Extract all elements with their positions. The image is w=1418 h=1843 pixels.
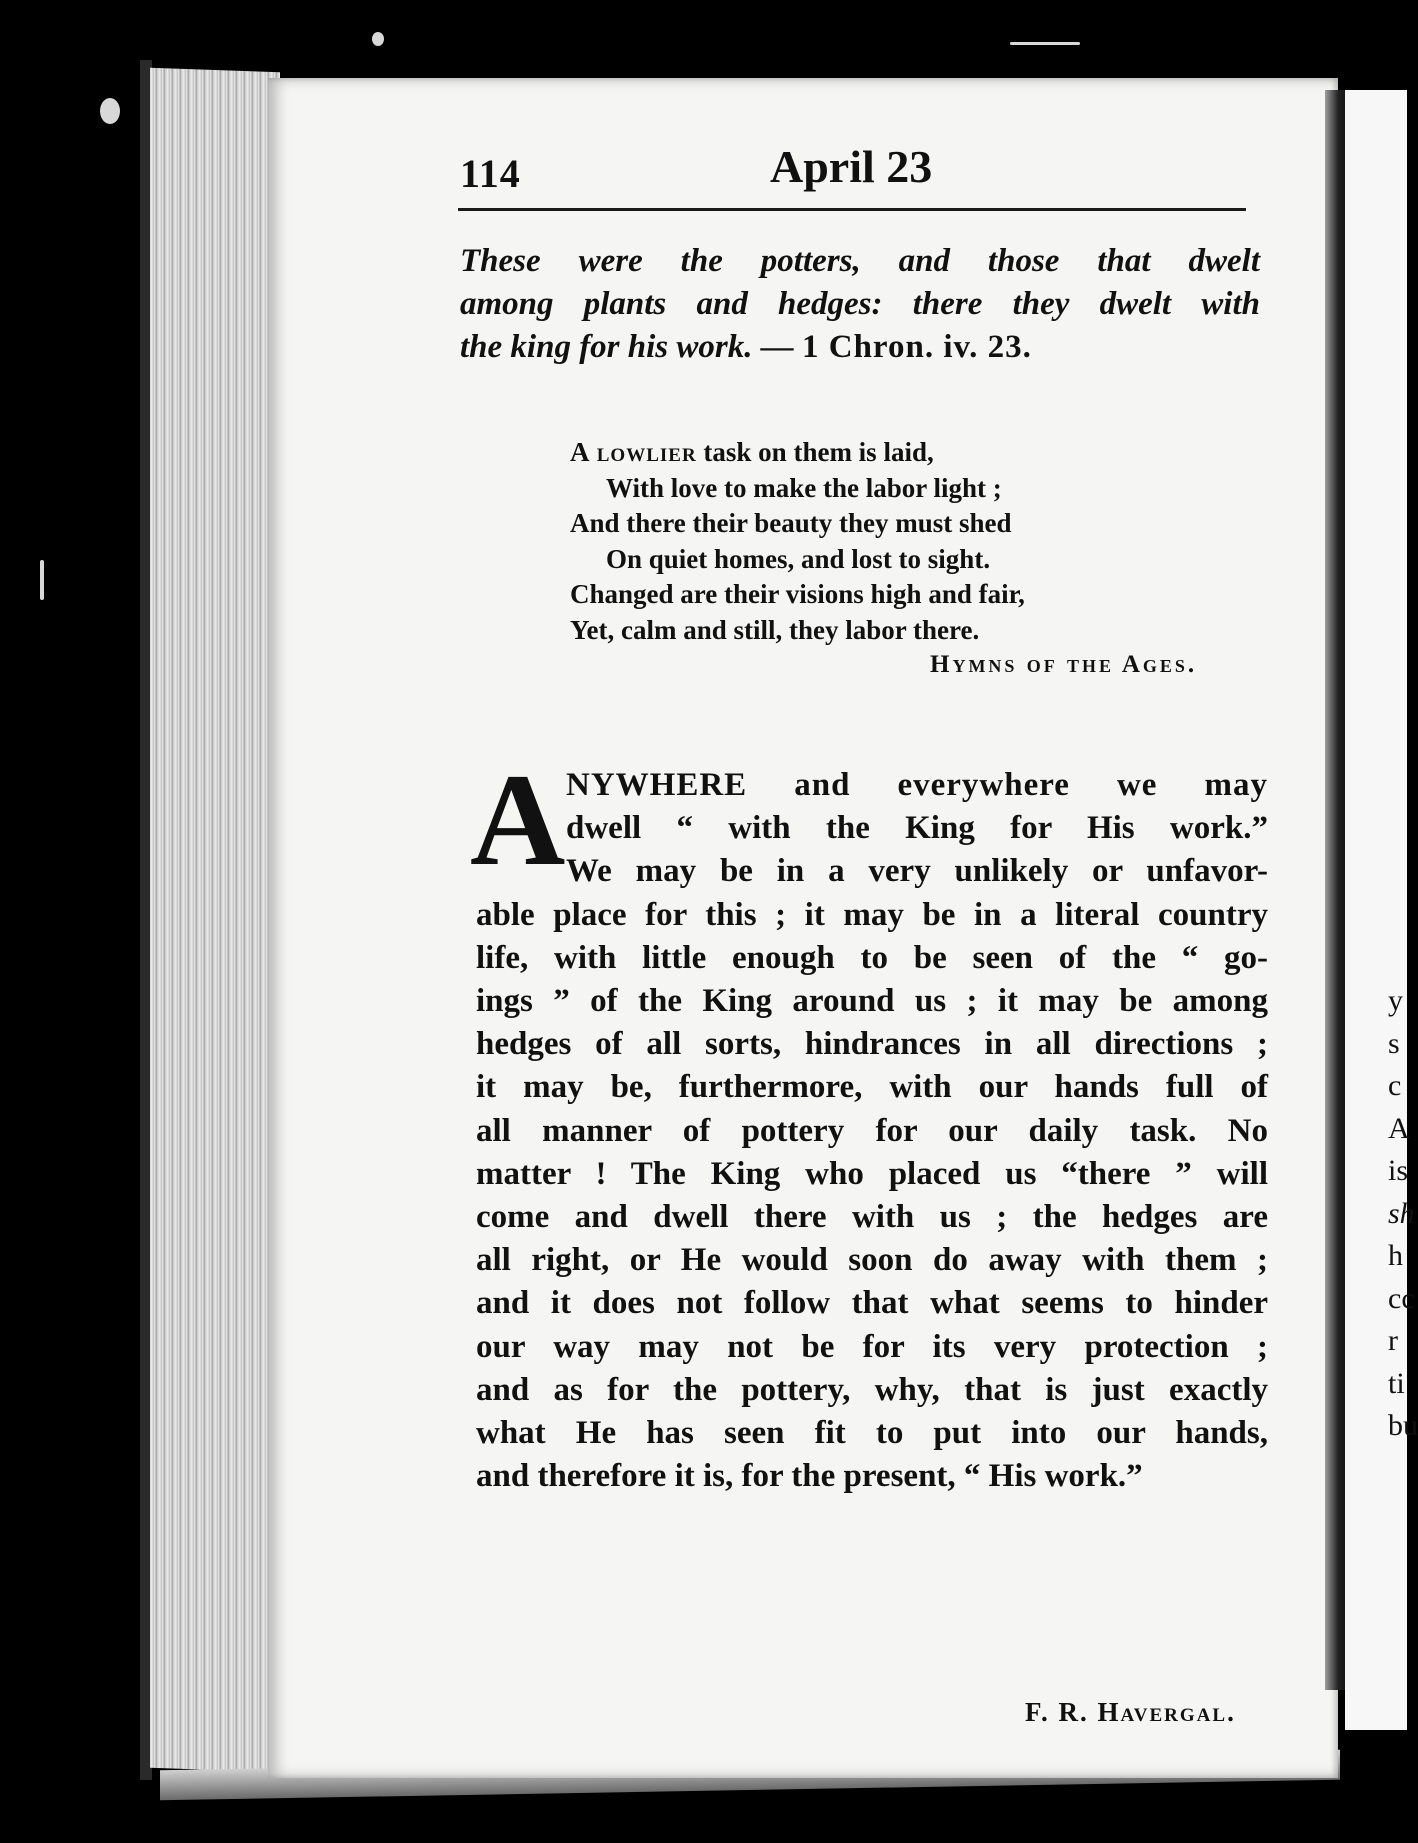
prose-attribution [1025, 1697, 1236, 1728]
prose-line: our way may not be for its very protection ; [476, 1328, 1268, 1365]
scripture-reference: 1 Chron. iv. 23. [802, 329, 1032, 365]
page-edges [150, 68, 280, 1773]
prose-line: hedges of all sorts, hindrances in all directions ; [476, 1026, 1268, 1063]
scripture-verse [460, 240, 1260, 369]
poem-line: Changed are their visions high and fair, [570, 579, 1025, 609]
next-page-fragment: is [1388, 1154, 1409, 1187]
page-date-heading: April 23 [770, 141, 933, 192]
scripture-line: among plants and hedges: there they dwelt with [460, 286, 1260, 322]
scripture-line: These were the potters, and those that dwelt [460, 243, 1260, 279]
next-page-sliver [1345, 90, 1418, 1730]
poem [570, 435, 1025, 648]
prose-line: and as for the pottery, why, that is just exactly [476, 1371, 1268, 1408]
prose-line: We may be in a very unlikely or unfavor- [566, 853, 1268, 890]
next-page-fragment: h [1388, 1239, 1403, 1272]
poem-attribution: Hymns of the Ages. [930, 651, 1198, 678]
poem-line: With love to make the labor light ; [606, 472, 1002, 503]
prose-line: what He has seen fit to put into our hands, [476, 1415, 1268, 1452]
next-page-fragment: r [1388, 1324, 1398, 1357]
next-page-fragment: bu [1388, 1409, 1418, 1442]
next-page-fragment: sh [1388, 1196, 1415, 1230]
prose-line: ings ” of the King around us ; it may be among [476, 983, 1268, 1020]
poem-first-line-rest: task on them is laid, [696, 437, 934, 467]
poem-line: Yet, calm and still, they labor there. [570, 614, 980, 645]
next-page-fragment: c [1388, 1069, 1402, 1102]
next-page-fragment: cc [1388, 1281, 1415, 1315]
poem-first-word: A lowlier [570, 437, 697, 467]
prose-line: it may be, furthermore, with our hands full of [476, 1069, 1268, 1106]
book-gutter [1325, 90, 1347, 1690]
next-page-fragment: s [1388, 1026, 1400, 1060]
scripture-line-with-reference [460, 326, 1260, 369]
poem-line: On quiet homes, and lost to sight. [606, 543, 991, 574]
poem-line: And there their beauty they must shed [570, 508, 1012, 538]
prose-line: all right, or He would soon do away with them ; [476, 1242, 1268, 1279]
scripture-line: the king for his work. — [460, 329, 794, 365]
poem-line [570, 435, 1025, 471]
page-number: 114 [460, 151, 521, 196]
drop-cap: A [470, 746, 566, 893]
prose-line: matter ! The King who placed us “there ” will [476, 1155, 1268, 1192]
next-page-fragment: ti [1388, 1366, 1405, 1400]
prose-line: all manner of pottery for our daily task. No [476, 1112, 1268, 1149]
prose-line: come and dwell there with us ; the hedges are [476, 1199, 1268, 1236]
prose-line: life, with little enough to be seen of the “ go- [476, 939, 1268, 976]
next-page-fragment: y [1388, 984, 1403, 1017]
prose-line: and therefore it is, for the present, “ His work.” [476, 1458, 1143, 1495]
devotional-text [476, 764, 1268, 1498]
prose-line: able place for this ; it may be in a literal country [476, 896, 1268, 933]
prose-attribution-name: F. R. Havergal. [1025, 1697, 1236, 1727]
prose-line: dwell “ with the King for His work.” [566, 810, 1268, 847]
prose-line: NYWHERE and everywhere we may [566, 767, 1268, 803]
header-rule [458, 208, 1246, 211]
prose-line: and it does not follow that what seems to hinder [476, 1285, 1268, 1322]
next-page-text [1388, 980, 1418, 1448]
next-page-fragment: A [1388, 1111, 1410, 1145]
